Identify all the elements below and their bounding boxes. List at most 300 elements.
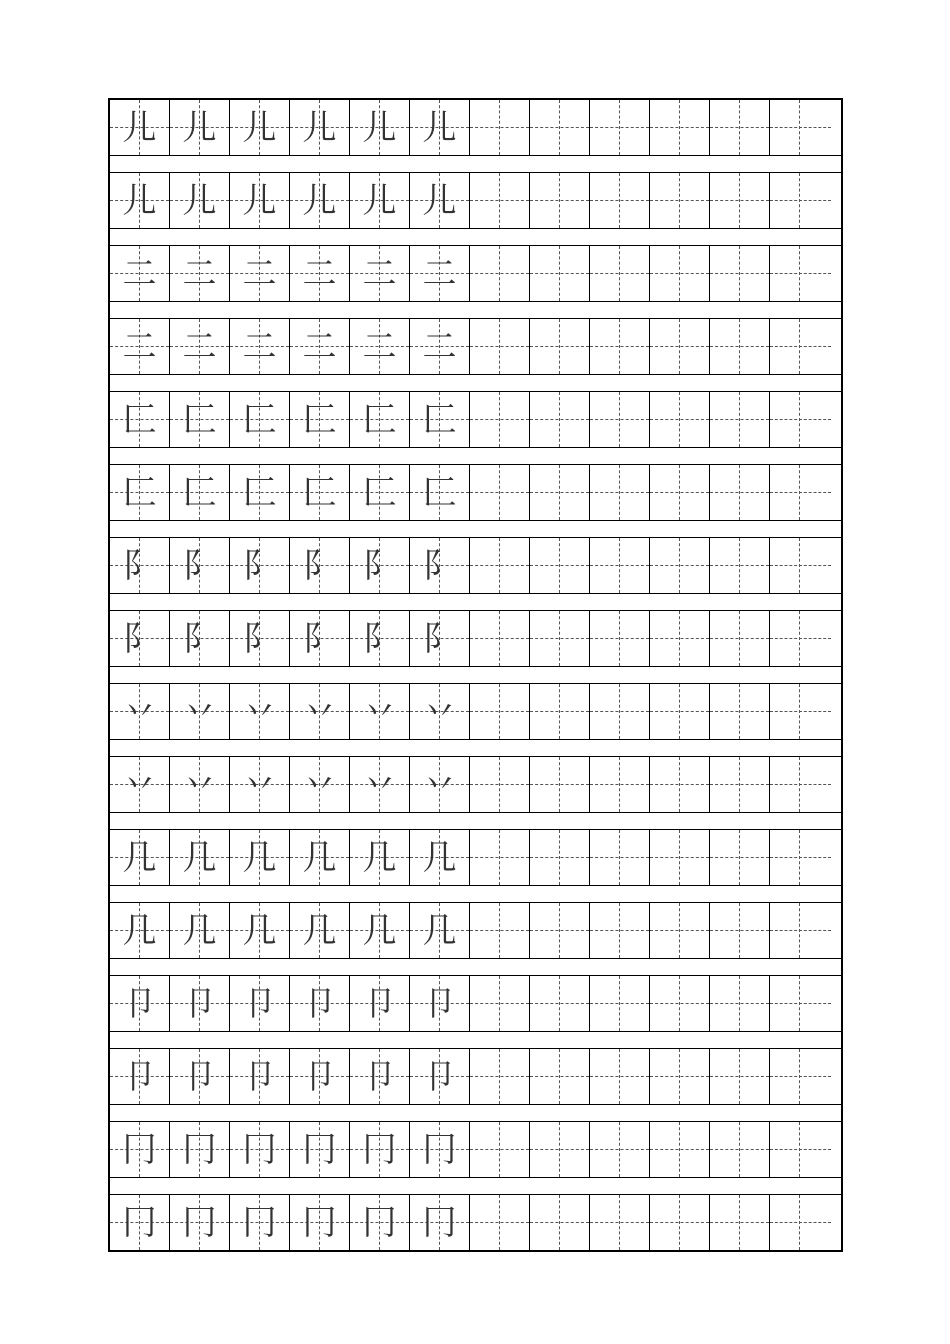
empty-practice-cell (710, 830, 770, 885)
guide-line-vertical (619, 757, 620, 812)
guide-line-horizontal (770, 857, 831, 858)
empty-practice-cell (470, 465, 530, 520)
tracing-character: 匚 (242, 399, 277, 440)
guide-line-vertical (739, 976, 740, 1031)
empty-practice-cell (650, 538, 710, 593)
character-cell (230, 246, 290, 301)
tracing-character: 儿 (122, 180, 157, 221)
guide-line-vertical (499, 976, 500, 1031)
tracing-character: 儿 (362, 107, 397, 148)
empty-practice-cell (530, 757, 590, 812)
guide-line-vertical (739, 903, 740, 958)
guide-line-horizontal (770, 419, 831, 420)
tracing-character: 丷 (242, 691, 277, 732)
guide-line-vertical (799, 830, 800, 885)
guide-line-vertical (739, 1122, 740, 1177)
tracing-character: 二 (242, 326, 277, 367)
character-cell (110, 830, 170, 885)
practice-row (110, 319, 841, 375)
tracing-character: 阝 (122, 545, 157, 586)
tracing-character: 几 (182, 910, 217, 951)
tracing-character: 几 (362, 837, 397, 878)
empty-practice-cell (770, 976, 831, 1031)
guide-line-vertical (619, 100, 620, 155)
guide-line-vertical (619, 903, 620, 958)
guide-line-horizontal (770, 930, 831, 931)
tracing-character: 丷 (182, 691, 217, 732)
character-cell (170, 246, 230, 301)
tracing-character: 二 (302, 253, 337, 294)
row-separator (110, 886, 841, 903)
tracing-character: 卩 (302, 983, 337, 1024)
tracing-character: 匚 (362, 472, 397, 513)
practice-row (110, 611, 841, 667)
tracing-character: 二 (302, 326, 337, 367)
character-cell (110, 903, 170, 958)
tracing-character: 阝 (122, 618, 157, 659)
guide-line-horizontal (770, 1149, 831, 1150)
empty-practice-cell (650, 757, 710, 812)
empty-practice-cell (470, 684, 530, 739)
character-cell (290, 392, 350, 447)
empty-practice-cell (470, 246, 530, 301)
empty-practice-cell (710, 611, 770, 666)
guide-line-horizontal (770, 638, 831, 639)
guide-line-vertical (799, 246, 800, 301)
empty-practice-cell (770, 246, 831, 301)
character-cell (350, 538, 410, 593)
character-cell (230, 173, 290, 228)
character-cell (170, 538, 230, 593)
tracing-character: 匚 (362, 399, 397, 440)
character-cell (170, 100, 230, 155)
guide-line-vertical (559, 684, 560, 739)
empty-practice-cell (650, 465, 710, 520)
empty-practice-cell (710, 538, 770, 593)
row-separator (110, 448, 841, 465)
guide-line-vertical (799, 757, 800, 812)
guide-line-horizontal (770, 127, 831, 128)
tracing-character: 阝 (302, 545, 337, 586)
character-cell (230, 611, 290, 666)
character-cell (350, 319, 410, 374)
guide-line-vertical (679, 173, 680, 228)
character-cell (110, 173, 170, 228)
empty-practice-cell (770, 903, 831, 958)
guide-line-vertical (559, 100, 560, 155)
tracing-character: 儿 (242, 107, 277, 148)
character-cell (170, 319, 230, 374)
guide-line-vertical (499, 392, 500, 447)
empty-practice-cell (590, 757, 650, 812)
empty-practice-cell (770, 100, 831, 155)
character-cell (290, 173, 350, 228)
tracing-character: 卩 (122, 1056, 157, 1097)
tracing-character: 匚 (422, 399, 457, 440)
character-cell (410, 319, 470, 374)
guide-line-horizontal (770, 1076, 831, 1077)
guide-line-vertical (559, 1195, 560, 1250)
guide-line-vertical (619, 611, 620, 666)
guide-line-horizontal (770, 1003, 831, 1004)
guide-line-horizontal (770, 346, 831, 347)
character-cell (410, 465, 470, 520)
character-cell (170, 757, 230, 812)
guide-line-vertical (499, 684, 500, 739)
character-cell (230, 976, 290, 1031)
guide-line-vertical (739, 830, 740, 885)
guide-line-vertical (739, 1195, 740, 1250)
row-separator (110, 813, 841, 830)
row-separator (110, 302, 841, 319)
character-cell (290, 1049, 350, 1104)
practice-row (110, 1122, 841, 1178)
guide-line-vertical (499, 319, 500, 374)
empty-practice-cell (470, 757, 530, 812)
tracing-character: 冂 (362, 1129, 397, 1170)
empty-practice-cell (470, 611, 530, 666)
empty-practice-cell (470, 976, 530, 1031)
character-cell (230, 684, 290, 739)
guide-line-vertical (619, 830, 620, 885)
guide-line-vertical (499, 830, 500, 885)
row-separator (110, 1032, 841, 1049)
tracing-character: 几 (362, 910, 397, 951)
guide-line-vertical (679, 1195, 680, 1250)
guide-line-vertical (739, 684, 740, 739)
empty-practice-cell (710, 684, 770, 739)
tracing-character: 卩 (302, 1056, 337, 1097)
empty-practice-cell (470, 1122, 530, 1177)
empty-practice-cell (770, 1195, 831, 1250)
tracing-character: 阝 (242, 618, 277, 659)
empty-practice-cell (530, 246, 590, 301)
character-cell (350, 100, 410, 155)
empty-practice-cell (470, 830, 530, 885)
character-cell (410, 246, 470, 301)
guide-line-vertical (619, 538, 620, 593)
empty-practice-cell (650, 684, 710, 739)
character-cell (110, 1122, 170, 1177)
empty-practice-cell (590, 465, 650, 520)
guide-line-vertical (679, 830, 680, 885)
character-cell (350, 173, 410, 228)
tracing-character: 卩 (242, 1056, 277, 1097)
character-cell (230, 757, 290, 812)
row-separator (110, 1105, 841, 1122)
character-cell (170, 1049, 230, 1104)
tracing-character: 儿 (182, 107, 217, 148)
practice-row (110, 173, 841, 229)
tracing-character: 阝 (182, 618, 217, 659)
character-cell (110, 538, 170, 593)
tracing-character: 丷 (362, 691, 397, 732)
empty-practice-cell (770, 830, 831, 885)
row-separator (110, 521, 841, 538)
empty-practice-cell (710, 100, 770, 155)
empty-practice-cell (770, 173, 831, 228)
tracing-character: 二 (362, 326, 397, 367)
character-cell (290, 246, 350, 301)
character-cell (410, 903, 470, 958)
guide-line-vertical (559, 976, 560, 1031)
empty-practice-cell (770, 611, 831, 666)
guide-line-vertical (619, 1122, 620, 1177)
character-cell (230, 319, 290, 374)
tracing-character: 几 (302, 837, 337, 878)
character-cell (410, 684, 470, 739)
tracing-character: 冂 (242, 1129, 277, 1170)
empty-practice-cell (650, 611, 710, 666)
character-cell (170, 173, 230, 228)
empty-practice-cell (530, 392, 590, 447)
empty-practice-cell (470, 392, 530, 447)
empty-practice-cell (470, 538, 530, 593)
guide-line-vertical (559, 319, 560, 374)
character-cell (350, 465, 410, 520)
empty-practice-cell (710, 976, 770, 1031)
tracing-character: 冂 (302, 1202, 337, 1243)
tracing-character: 冂 (422, 1129, 457, 1170)
row-separator (110, 594, 841, 611)
character-cell (290, 1195, 350, 1250)
character-cell (350, 976, 410, 1031)
guide-line-vertical (739, 1049, 740, 1104)
tracing-character: 丷 (422, 691, 457, 732)
tracing-character: 儿 (302, 180, 337, 221)
empty-practice-cell (650, 1195, 710, 1250)
tracing-character: 丷 (122, 691, 157, 732)
tracing-character: 二 (362, 253, 397, 294)
character-cell (290, 611, 350, 666)
row-separator (110, 667, 841, 684)
character-cell (410, 1195, 470, 1250)
character-cell (350, 1122, 410, 1177)
character-cell (290, 830, 350, 885)
character-cell (410, 538, 470, 593)
character-cell (290, 100, 350, 155)
guide-line-vertical (679, 246, 680, 301)
tracing-character: 几 (122, 837, 157, 878)
empty-practice-cell (590, 976, 650, 1031)
empty-practice-cell (530, 830, 590, 885)
character-cell (170, 1195, 230, 1250)
character-cell (110, 100, 170, 155)
practice-row (110, 830, 841, 886)
guide-line-horizontal (770, 273, 831, 274)
tracing-character: 二 (182, 253, 217, 294)
guide-line-horizontal (770, 200, 831, 201)
guide-line-vertical (499, 173, 500, 228)
empty-practice-cell (590, 392, 650, 447)
empty-practice-cell (590, 830, 650, 885)
tracing-character: 冂 (182, 1202, 217, 1243)
empty-practice-cell (470, 1049, 530, 1104)
tracing-character: 几 (242, 910, 277, 951)
empty-practice-cell (470, 1195, 530, 1250)
guide-line-horizontal (770, 784, 831, 785)
character-cell (350, 611, 410, 666)
row-separator (110, 156, 841, 173)
row-separator (110, 740, 841, 757)
practice-row (110, 1049, 841, 1105)
tracing-character: 几 (182, 837, 217, 878)
practice-row (110, 903, 841, 959)
character-cell (170, 976, 230, 1031)
guide-line-horizontal (770, 711, 831, 712)
tracing-character: 匚 (122, 472, 157, 513)
guide-line-vertical (499, 100, 500, 155)
tracing-character: 阝 (182, 545, 217, 586)
empty-practice-cell (710, 319, 770, 374)
guide-line-vertical (499, 465, 500, 520)
row-separator (110, 959, 841, 976)
guide-line-vertical (799, 100, 800, 155)
empty-practice-cell (650, 392, 710, 447)
empty-practice-cell (710, 903, 770, 958)
tracing-character: 丷 (422, 764, 457, 805)
tracing-character: 阝 (362, 545, 397, 586)
tracing-character: 丷 (302, 691, 337, 732)
empty-practice-cell (710, 757, 770, 812)
character-cell (290, 538, 350, 593)
guide-line-vertical (679, 100, 680, 155)
empty-practice-cell (590, 538, 650, 593)
empty-practice-cell (650, 903, 710, 958)
character-cell (170, 611, 230, 666)
empty-practice-cell (650, 830, 710, 885)
guide-line-vertical (559, 465, 560, 520)
guide-line-vertical (499, 1049, 500, 1104)
empty-practice-cell (530, 538, 590, 593)
tracing-character: 匚 (122, 399, 157, 440)
character-cell (410, 1049, 470, 1104)
tracing-character: 几 (422, 910, 457, 951)
character-cell (230, 903, 290, 958)
guide-line-vertical (559, 392, 560, 447)
tracing-character: 卩 (362, 983, 397, 1024)
guide-line-vertical (619, 684, 620, 739)
practice-sheet (108, 98, 843, 1252)
empty-practice-cell (710, 465, 770, 520)
guide-line-vertical (799, 684, 800, 739)
character-cell (110, 611, 170, 666)
character-cell (350, 903, 410, 958)
character-cell (290, 684, 350, 739)
character-cell (230, 538, 290, 593)
guide-line-vertical (559, 830, 560, 885)
practice-row (110, 100, 841, 156)
guide-line-vertical (799, 976, 800, 1031)
empty-practice-cell (530, 684, 590, 739)
character-cell (350, 246, 410, 301)
tracing-character: 儿 (422, 180, 457, 221)
character-cell (410, 830, 470, 885)
guide-line-vertical (679, 757, 680, 812)
tracing-character: 丷 (302, 764, 337, 805)
character-cell (170, 903, 230, 958)
tracing-character: 匚 (182, 472, 217, 513)
empty-practice-cell (530, 1049, 590, 1104)
guide-line-vertical (799, 1195, 800, 1250)
guide-line-vertical (799, 392, 800, 447)
empty-practice-cell (770, 538, 831, 593)
guide-line-vertical (559, 173, 560, 228)
tracing-character: 冂 (422, 1202, 457, 1243)
character-cell (350, 684, 410, 739)
practice-row (110, 976, 841, 1032)
character-cell (410, 100, 470, 155)
character-cell (350, 1195, 410, 1250)
practice-row (110, 246, 841, 302)
practice-row (110, 757, 841, 813)
character-cell (350, 757, 410, 812)
tracing-character: 几 (422, 837, 457, 878)
guide-line-vertical (499, 246, 500, 301)
guide-line-vertical (739, 611, 740, 666)
empty-practice-cell (770, 757, 831, 812)
empty-practice-cell (770, 684, 831, 739)
guide-line-vertical (679, 465, 680, 520)
tracing-character: 丷 (242, 764, 277, 805)
character-cell (170, 392, 230, 447)
empty-practice-cell (470, 319, 530, 374)
tracing-character: 阝 (302, 618, 337, 659)
guide-line-vertical (679, 976, 680, 1031)
guide-line-vertical (619, 173, 620, 228)
practice-row (110, 684, 841, 740)
tracing-character: 卩 (362, 1056, 397, 1097)
guide-line-vertical (799, 1122, 800, 1177)
character-cell (170, 830, 230, 885)
guide-line-vertical (679, 684, 680, 739)
empty-practice-cell (650, 100, 710, 155)
guide-line-vertical (679, 903, 680, 958)
character-cell (230, 1122, 290, 1177)
guide-line-vertical (799, 319, 800, 374)
guide-line-vertical (799, 903, 800, 958)
character-cell (230, 392, 290, 447)
guide-line-vertical (739, 173, 740, 228)
guide-line-vertical (799, 611, 800, 666)
character-cell (230, 1049, 290, 1104)
empty-practice-cell (590, 100, 650, 155)
empty-practice-cell (650, 1049, 710, 1104)
tracing-character: 匚 (302, 399, 337, 440)
empty-practice-cell (590, 173, 650, 228)
empty-practice-cell (590, 611, 650, 666)
guide-line-vertical (679, 392, 680, 447)
guide-line-horizontal (770, 1222, 831, 1223)
tracing-character: 卩 (422, 1056, 457, 1097)
guide-line-vertical (799, 1049, 800, 1104)
empty-practice-cell (470, 173, 530, 228)
empty-practice-cell (770, 392, 831, 447)
tracing-character: 丷 (122, 764, 157, 805)
empty-practice-cell (770, 1049, 831, 1104)
character-cell (230, 465, 290, 520)
empty-practice-cell (530, 976, 590, 1031)
tracing-character: 儿 (182, 180, 217, 221)
tracing-character: 儿 (362, 180, 397, 221)
character-cell (110, 246, 170, 301)
guide-line-vertical (739, 465, 740, 520)
character-cell (410, 173, 470, 228)
empty-practice-cell (590, 319, 650, 374)
guide-line-vertical (679, 538, 680, 593)
character-cell (290, 1122, 350, 1177)
tracing-character: 冂 (182, 1129, 217, 1170)
